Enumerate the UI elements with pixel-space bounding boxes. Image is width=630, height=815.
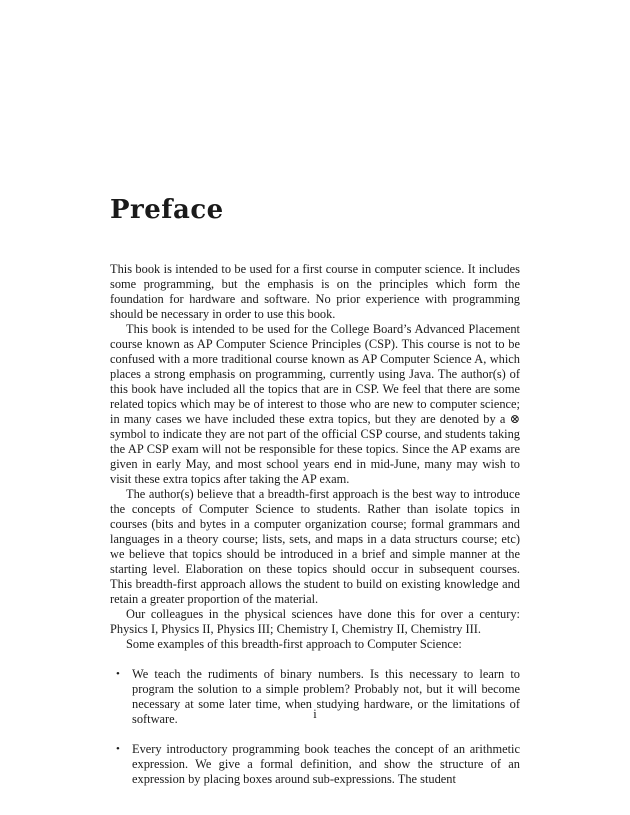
paragraph-ap-csp: This book is intended to be used for the College Board’s Advanced Placement course known as AP Computer Science Principles (CSP). This course is not to be confused with a more traditional course known as AP Computer Science A, which places a strong emphasis on programming, currently using Java. The author(s) of this book have included all the topics that are in CSP. We feel that there are some related topics which may be of interest to those who are new to computer science; in many cases we have included these extra topics, but they are denoted by a ⊗ symbol to indicate they are not part of the official CSP course, and students taking the AP CSP exam will not be responsible for these topics. Since the AP exams are given in early May, and most school years end in mid-June, many may wish to visit these extra topics after taking the AP exam.	[110, 322, 520, 486]
bullet-icon: •	[116, 743, 120, 755]
paragraph-examples-intro: Some examples of this breadth-first approach to Computer Science:	[126, 637, 462, 651]
paragraph-intro: This book is intended to be used for a first course in computer science. It includes some programming, but the emphasis is on the principles which form the foundation for hardware and software. No prior experience with programming should be necessary in order to use this book.	[110, 262, 520, 321]
page-title: Preface	[110, 195, 224, 225]
bullet-icon: •	[116, 668, 120, 680]
list-item-text: We teach the rudiments of binary numbers. Is this necessary to learn to program the solution to a simple problem? Probably not, but it will become necessary at some later time, when studying hardware, or the limitations of software.	[132, 667, 520, 726]
paragraph-physical-sciences: Our colleagues in the physical sciences have done this for over a century: Physics I, Physics II, Physics III; Chemistry I, Chemistry II, Chemistry III.	[110, 607, 520, 636]
examples-list	[110, 667, 520, 787]
page-number: i	[313, 707, 317, 721]
list-item	[110, 742, 520, 787]
list-item-text: Every introductory programming book teaches the concept of an arithmetic expression. We give a formal definition, and show the structure of an expression by placing boxes around sub-expressions. The student	[132, 742, 520, 786]
paragraph-breadth-first: The author(s) believe that a breadth-first approach is the best way to introduce the concepts of Computer Science to students. Rather than isolate topics in courses (bits and bytes in a computer organization course; formal grammars and languages in a theory course; lists, sets, and maps in a data structurs course; etc) we believe that topics should be introduced in a brief and simple manner at the starting level. Elaboration on these topics should occur in subsequent courses. This breadth-first approach allows the student to build on existing knowledge and retain a greater proportion of the material.	[110, 487, 520, 606]
